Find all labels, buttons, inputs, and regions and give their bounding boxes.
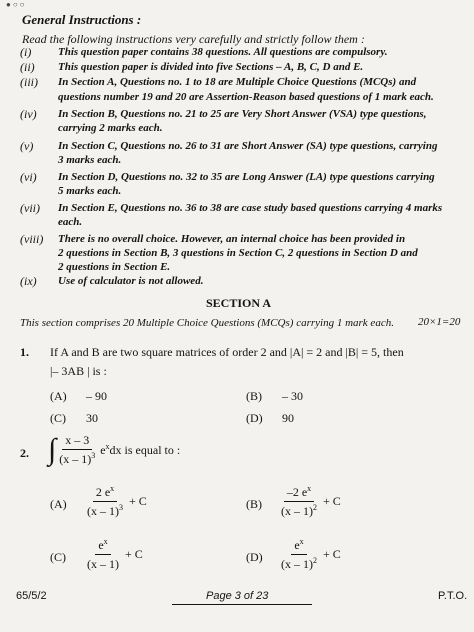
instruction-text: This question paper contains 38 questions. All questions are compulsory. (58, 46, 388, 58)
instruction-text: 2 questions in Section E. (58, 261, 171, 273)
instruction-text: questions number 19 and 20 are Assertion-Reason based questions of 1 mark each. (58, 91, 434, 103)
option-label: (C) (50, 411, 66, 425)
instruction-text: carrying 2 marks each. (58, 122, 163, 134)
instructions-intro: Read the following instructions very carefully and strictly follow them : (22, 32, 365, 46)
instruction-num: (iii) (20, 75, 38, 89)
instruction-text: This question paper is divided into five Sections – A, B, C, D and E. (58, 61, 364, 73)
option-label: (A) (50, 389, 67, 403)
instruction-text: 2 questions in Section B, 3 questions in Section C, 2 questions in Section D and (58, 247, 418, 259)
option-value: $\frac{e^x}{(x - 1)^2}$ + C (281, 537, 341, 571)
instruction-text: In Section E, Questions no. 36 to 38 are case study based questions carrying 4 marks (58, 202, 443, 214)
instruction-text: 3 marks each. (58, 154, 122, 166)
instruction-text: 5 marks each. (58, 185, 122, 197)
page-number: Page 3 of 23 (206, 590, 269, 602)
instructions-heading: General Instructions : (22, 12, 142, 27)
instruction-text: Use of calculator is not allowed. (58, 275, 204, 287)
question-text: dx is equal to : (109, 442, 181, 457)
instruction-num: (ix) (20, 274, 37, 288)
instruction-num: (ii) (20, 60, 35, 74)
option-value: – 30 (282, 389, 303, 403)
option-label: (C) (50, 550, 66, 564)
instruction-text: There is no overall choice. However, an internal choice has been provided in (58, 233, 406, 245)
integrand-denominator: (x – 1)$^3$ (59, 451, 96, 466)
instruction-num: (v) (20, 139, 34, 153)
instruction-text: In Section B, Questions no. 21 to 25 are Very Short Answer (VSA) type questions, (58, 108, 427, 120)
option-label: (A) (50, 497, 67, 511)
instruction-text: In Section D, Questions no. 32 to 35 are Long Answer (LA) type questions carrying (58, 171, 435, 183)
question-number: 2. (20, 446, 29, 460)
instruction-num: (vi) (20, 170, 37, 184)
option-value: 30 (86, 411, 98, 425)
instruction-num: (iv) (20, 107, 37, 121)
section-description: This section comprises 20 Multiple Choice Questions (MCQs) carrying 1 mark each. (20, 317, 394, 329)
paper-code: 65/5/2 (16, 590, 47, 602)
integral-expression (48, 433, 180, 467)
option-label: (B) (246, 497, 262, 511)
question-number: 1. (20, 345, 29, 359)
section-marks: 20×1=20 (418, 316, 461, 328)
exponential-term: $e^x$ (100, 442, 110, 457)
instruction-num: (vii) (20, 201, 40, 215)
option-value: $\frac{e^x}{(x - 1)}$ + C (87, 537, 143, 571)
integrand-numerator: x – 3 (62, 433, 92, 450)
instruction-num: (viii) (20, 232, 44, 246)
instruction-text: In Section C, Questions no. 26 to 31 are Short Answer (SA) type questions, carrying (58, 140, 438, 152)
instruction-num: (i) (20, 45, 32, 59)
question-text: If A and B are two square matrices of order 2 and |A| = 2 and |B| = 5, then (50, 345, 404, 359)
option-value: 90 (282, 411, 294, 425)
instruction-text: each. (58, 216, 83, 228)
integral-sign: ∫ (48, 433, 57, 466)
option-value: $\frac{2 e^x}{(x - 1)^3}$ + C (87, 484, 147, 518)
page-underline (172, 604, 312, 605)
option-value: $\frac{-2 e^x}{(x - 1)^2}$ + C (281, 484, 341, 518)
option-value: – 90 (86, 389, 107, 403)
section-title: SECTION A (206, 296, 272, 310)
header-mark: ● ○ ○ (6, 0, 25, 9)
question-text: |– 3AB | is : (50, 364, 107, 378)
integrand-fraction (56, 433, 98, 467)
pto-label: P.T.O. (438, 590, 468, 602)
instruction-text: In Section A, Questions no. 1 to 18 are Multiple Choice Questions (MCQs) and (58, 76, 417, 88)
option-label: (B) (246, 389, 262, 403)
option-label: (D) (246, 550, 263, 564)
option-label: (D) (246, 411, 263, 425)
